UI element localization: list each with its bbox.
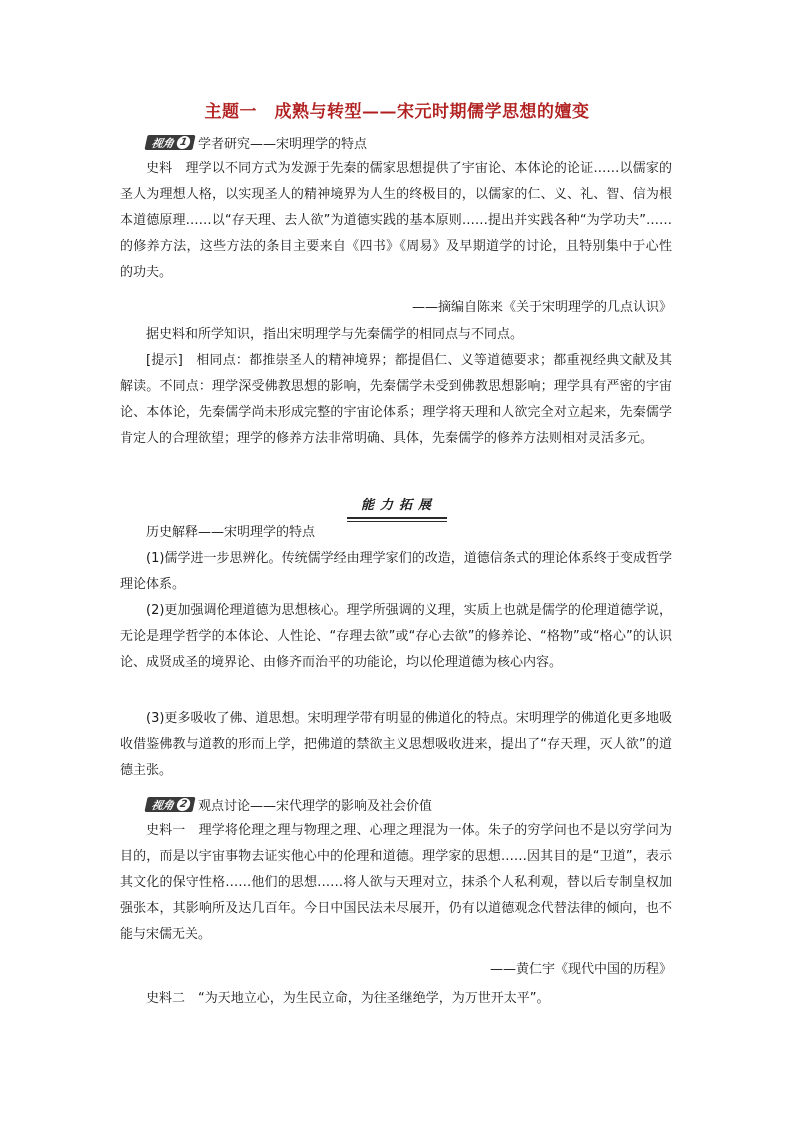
ability-point-2: (2)更加强调伦理道德为思想核心。理学所强调的义理，实质上也就是儒学的伦理道德学说，无论是理学哲学的本体论、人性论、“存理去欲”或“存心去欲”的修养论、“格物”或“格心”的认识论、成贤成圣的境界论、由修齐而治平的功能论，均以伦理道德为核心内容。 xyxy=(120,603,672,670)
ability-heading-label: 能力拓展 xyxy=(347,492,447,519)
angle-2-header xyxy=(146,795,432,813)
material-paragraph: 史料 理学以不同方式为发源于先秦的儒家思想提供了宇宙论、本体论的论证……以儒家的圣人为理想人格，以实现圣人的精神境界为人生的终极目的，以儒家的仁、义、礼、智、信为根本道德原理……以“存天理、去人欲”为道德实践的基本原则……提出并实践各种“为学功夫”……的修养方法，这些方法的条目主要来自《四书》《周易》及早期道学的讨论，且特别集中于心性的功夫。 xyxy=(120,161,672,280)
angle-badge-label: 视角 xyxy=(150,798,176,811)
angle-badge-label: 视角 xyxy=(150,136,176,149)
ability-point-1: (1)儒学进一步思辨化。传统儒学经由理学家们的改造，道德信条式的理论体系终于变成哲学理论体系。 xyxy=(120,551,672,592)
angle-badge-number: 1 xyxy=(176,136,192,149)
ability-point-3: (3)更多吸收了佛、道思想。宋明理学带有明显的佛道化的特点。宋明理学的佛道化更多地吸收借鉴佛教与道教的形而上学，把佛道的禁欲主义思想吸收进来，提出了“存天理，灭人欲”的道德主张。 xyxy=(120,711,672,778)
angle-1-header xyxy=(146,133,367,151)
question-text: 据史料和所学知识，指出宋明理学与先秦儒学的相同点与不同点。 xyxy=(146,327,524,342)
angle-2-title: 观点讨论——宋代理学的影响及社会价值 xyxy=(198,798,433,814)
angle-1-title: 学者研究——宋明理学的特点 xyxy=(198,136,368,152)
page-title: 主题一 成熟与转型——宋元时期儒学思想的嬗变 xyxy=(204,102,590,122)
ability-heading xyxy=(0,492,794,519)
material-source: ——摘编自陈来《关于宋明理学的几点认识》 xyxy=(411,300,672,315)
ability-intro: 历史解释——宋明理学的特点 xyxy=(146,525,316,540)
angle-badge xyxy=(144,135,195,150)
material-2-paragraph: 史料二 “为天地立心，为生民立命，为往圣继绝学，为万世开太平”。 xyxy=(146,991,550,1006)
hint-paragraph: [提示] 相同点：都推崇圣人的精神境界；都提倡仁、义等道德要求；都重视经典文献及其解读。不同点：理学深受佛教思想的影响，先秦儒学未受到佛教思想影响；理学具有严密的宇宙论、本体论，先秦儒学尚未形成完整的宇宙论体系；理学将天理和人欲完全对立起来，先秦儒学肯定人的合理欲望；理学的修养方法非常明确、具体，先秦儒学的修养方法则相对灵活多元。 xyxy=(120,353,672,446)
angle-badge-number: 2 xyxy=(176,798,192,811)
angle-badge xyxy=(144,797,195,812)
material-1-source: ——黄仁宇《现代中国的历程》 xyxy=(489,962,672,977)
material-1-paragraph: 史料一 理学将伦理之理与物理之理、心理之理混为一体。朱子的穷学问也不是以穷学问为目的，而是以宇宙事物去证实他心中的伦理和道德。理学家的思想……因其目的是“卫道”，表示其文化的保守性格……他们的思想……将人欲与天理对立，抹杀个人私利观，替以后专制皇权加强张本，其影响所及达几百年。今日中国民法未尽展开，仍有以道德观念代替法律的倾向，也不能与宋儒无关。 xyxy=(120,823,672,942)
